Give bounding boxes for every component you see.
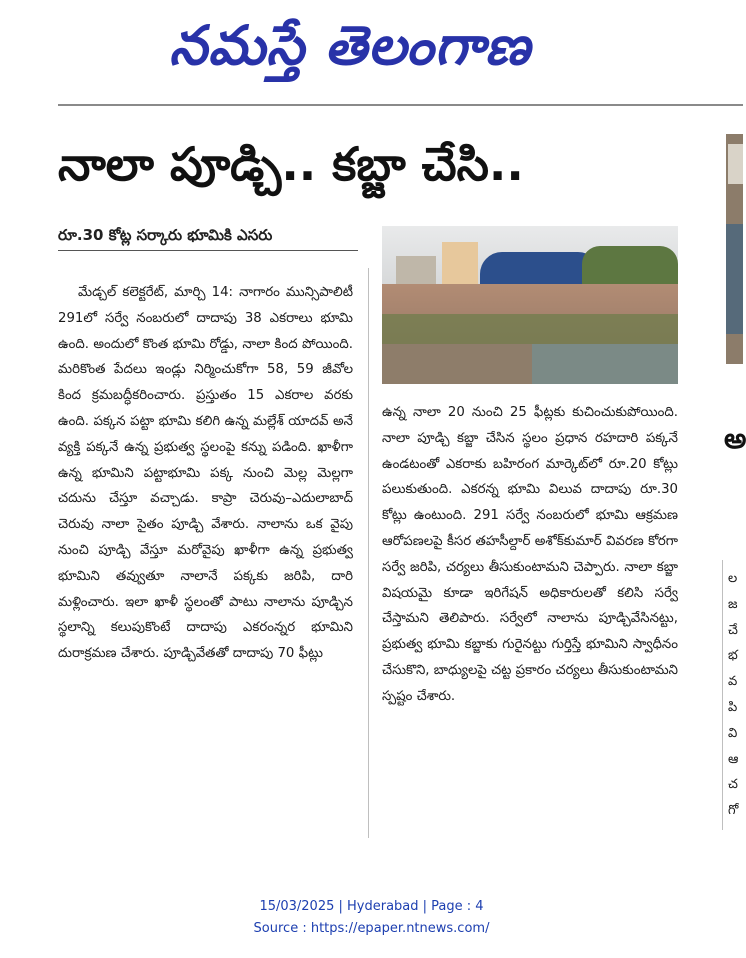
adjacent-line: జ	[728, 596, 738, 612]
column-divider	[368, 268, 369, 838]
adjacent-line: చ	[728, 777, 738, 793]
adjacent-column-fragment	[728, 566, 743, 836]
article-subheadline: రూ.30 కోట్ల సర్కారు భూమికి ఎసరు	[58, 226, 273, 244]
adjacent-line: భ	[728, 648, 738, 664]
photo-nala-water	[532, 344, 678, 384]
adjacent-line: చే	[728, 622, 738, 638]
adjacent-line: ఆ	[728, 751, 739, 767]
adjacent-article-photo	[726, 134, 743, 364]
column-2-text: ఉన్న నాలా 20 నుంచి 25 ఫీట్లకు కుచించుకుపోయింది. నాలా పూడ్చి కబ్జా చేసిన స్థలం ప్రధాన రహదారి పక్కనే ఉండటంతో ఎకరాకు బహిరంగ మార్కెట్‌లో రూ.20 కోట్లు పలుకుతుంది. ఎకరన్న భూమి విలువ దాదాపు రూ.30 కోట్లు ఉంటుంది. 291 సర్వే నంబరులో భూమి ఆక్రమణ ఆరోపణలపై కీసర తహసీల్దార్ అశోక్‌కుమార్ వివరణ కోరగా సర్వే జరిపి, చర్యలు తీసుకుంటామని చెప్పారు. నాలా కబ్జా విషయమై కూడా ఇరిగేషన్ అధికారులతో కలిసి సర్వే చేస్తామని తెలిపారు. సర్వేలో నాలాను పూడ్చివేసినట్టు, ప్రభుత్వ భూమి కబ్జాకు గురైనట్టు గుర్తిస్తే భూమిని స్వాధీనం చేసుకొని, బాధ్యులపై చట్ట ప్రకారం చర్యలు తీసుకుంటామని స్పష్టం చేశారు.	[382, 405, 678, 704]
masthead-rule	[58, 104, 743, 106]
article-photo	[382, 226, 678, 384]
footer-source-link[interactable]: Source : https://epaper.ntnews.com/	[253, 921, 490, 936]
adjacent-column-divider	[722, 560, 723, 830]
page-footer	[0, 896, 743, 940]
photo-ground	[382, 344, 532, 384]
adjacent-line: ల	[728, 571, 738, 586]
adjacent-headline-fragment: అ	[724, 422, 746, 455]
adjacent-photo-detail	[728, 144, 743, 184]
photo-building	[396, 256, 436, 284]
article-headline: నాలా పూడ్చి.. కబ్జా చేసి..	[58, 137, 524, 191]
photo-trees	[582, 246, 678, 286]
adjacent-line: వి	[728, 725, 738, 741]
article-column-2	[382, 400, 678, 840]
column-1-text: మేడ్చల్ కలెక్టరేట్, మార్చి 14: నాగారం మున్సిపాలిటీ 291లో సర్వే నంబరులో దాదాపు 38 ఎకరాలు భూమి ఉంది. అందులో కొంత భూమి రోడ్డు, నాలా కింద పోయింది. మరికొంత పేదలు ఇండ్లు నిర్మించుకోగా 58, 59 జీవోల కింద క్రమబద్ధీకరించారు. ప్రస్తుతం 15 ఎకరాల వరకు ఉంది. పక్కన పట్టా భూమి కలిగి ఉన్న మల్లేశ్ యాదవ్ అనే వ్యక్తి పక్కనే ఉన్న ప్రభుత్వ స్థలంపై కన్ను పడింది. ఖాళీగా ఉన్న భూమిని పట్టాభూమి పక్క నుంచి మెల్ల మెల్లగా చదును చేస్తూ వచ్చాడు. కాప్రా చెరువు–ఎదులాబాద్ చెరువు నాలా సైతం పూడ్చి వేశారు. నాలాను ఒక వైపు నుంచి పూడ్చి వేస్తూ మరోవైపు ఖాళీగా ఉన్న ప్రభుత్వ భూమిని తవ్వుతూ నాలానే పక్కకు జరిపి, దారి మళ్లించారు. ఇలా ఖాళీ స్థలంతో పాటు నాలాను పూడ్చిన స్థలాన్ని కలుపుకొంటే దాదాపు ఎకరంన్నర భూమిని దురాక్రమణ చేశారు. పూడ్చివేతతో దాదాపు 70 ఫీట్లు	[58, 285, 353, 662]
adjacent-line: గో	[728, 803, 739, 819]
article-column-1	[58, 280, 353, 840]
photo-building	[442, 242, 478, 286]
adjacent-photo-detail	[726, 224, 743, 334]
adjacent-line: పి	[728, 699, 738, 715]
adjacent-line: వ	[728, 674, 738, 690]
footer-date-edition: 15/03/2025 | Hyderabad | Page : 4	[259, 899, 484, 914]
subheadline-rule	[58, 250, 358, 251]
masthead-logo: నమస్తే తెలంగాణ	[169, 14, 531, 77]
